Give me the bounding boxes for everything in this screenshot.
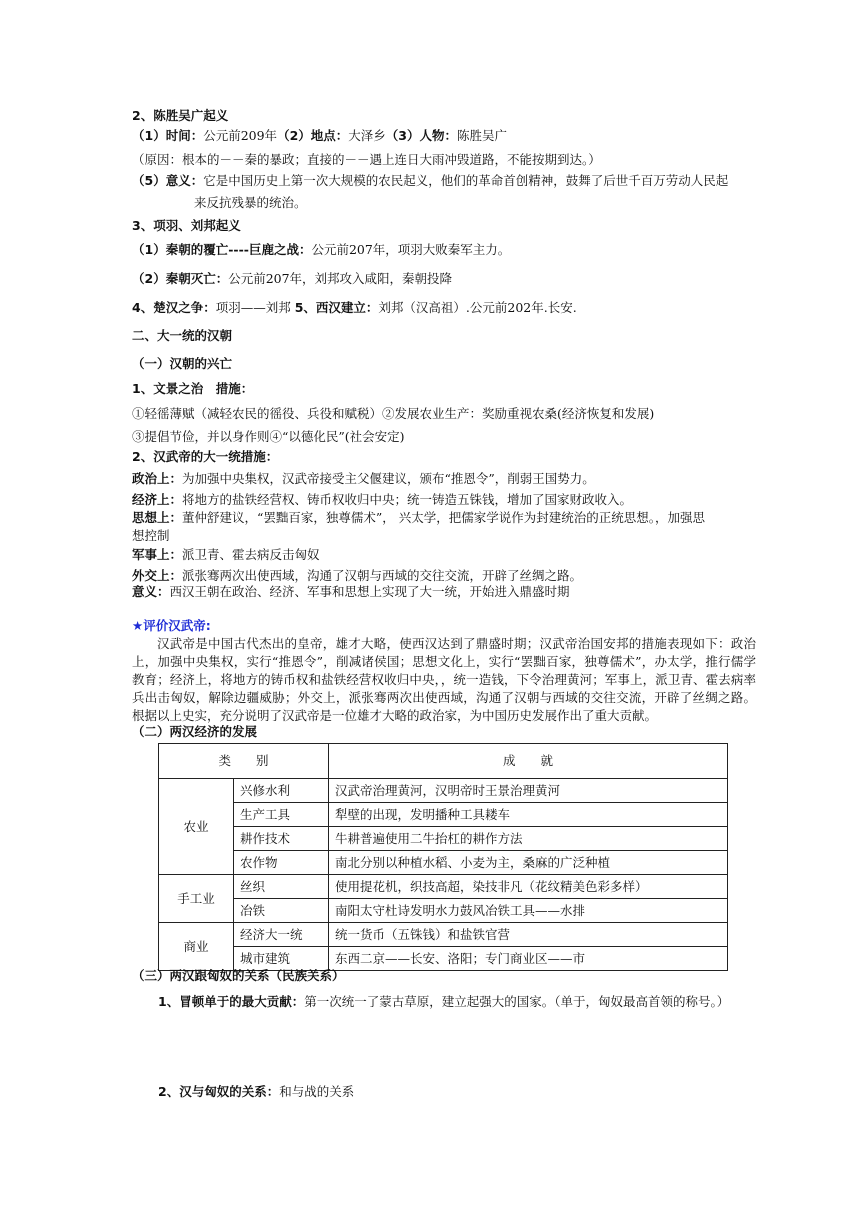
table-row [159, 827, 728, 851]
item-cell: 农作物 [234, 851, 329, 875]
economy-label: 经济上： [132, 492, 183, 507]
table-row [159, 875, 728, 899]
thought-text: 董仲舒建议，“罢黜百家，独尊儒术”， 兴太学，把儒家学说作为封建统治的正统思想。，加强思 [182, 510, 706, 525]
wen-jing-line-1: ①轻徭薄赋（减轻农民的徭役、兵役和赋税）②发展农业生产：奖励重视农桑(经济恢复和发展) [132, 406, 655, 421]
economy-text: 将地方的盐铁经营权、铸币权收归中央；统一铸造五铢钱，增加了国家财政收入。 [182, 492, 633, 507]
table-header-row [159, 744, 728, 779]
qin-fall-line [132, 270, 452, 288]
time-value: 公元前209年 [203, 128, 278, 143]
achievement-cell: 使用提花机，织技高超，染技非凡（花纹精美色彩多样） [329, 875, 728, 899]
qin-fall-text: 公元前207年，刘邦攻入咸阳，秦朝投降 [228, 271, 453, 286]
category-header: 类 别 [159, 744, 329, 779]
significance-text: 它是中国历史上第一次大规模的农民起义，他们的革命首创精神，鼓舞了后世千百万劳动人民起 [203, 173, 729, 188]
diplomacy-text: 派张骞两次出使西域，沟通了汉朝与西域的交往交流，开辟了丝绸之路。 [182, 568, 583, 583]
item-cell: 生产工具 [234, 803, 329, 827]
achievement-cell: 犁壁的出现，发明播种工具耧车 [329, 803, 728, 827]
place-value: 大泽乡 [348, 128, 386, 143]
significance-line [132, 172, 728, 190]
category-commerce: 商业 [159, 923, 234, 971]
diplomacy-label: 外交上： [132, 568, 183, 583]
maodun-label: 1、冒顿单于的最大贡献： [158, 994, 305, 1009]
table-row [159, 779, 728, 803]
politics-label: 政治上： [132, 471, 183, 486]
heading-wen-jing: 1、文景之治 措施： [132, 381, 254, 396]
table-row [159, 923, 728, 947]
item-cell: 兴修水利 [234, 779, 329, 803]
military-text: 派卫青、霍去病反击匈奴 [182, 547, 320, 562]
item-cell: 冶铁 [234, 899, 329, 923]
chu-han-text: 项羽——刘邦 [215, 300, 295, 315]
achievement-cell: 统一货币（五铢钱）和盐铁官营 [329, 923, 728, 947]
military-label: 军事上： [132, 547, 183, 562]
achievement-cell: 东西二京——长安、洛阳；专门商业区——市 [329, 947, 728, 971]
significance-continuation: 来反抗残暴的统治。 [194, 195, 307, 210]
heading-xiang-liu: 3、项羽、刘邦起义 [132, 218, 241, 233]
meaning-line [132, 583, 570, 601]
heading-evaluate-han-wudi: ★评价汉武帝: [132, 618, 211, 633]
maodun-text: 第一次统一了蒙古草原，建立起强大的国家。（单于，匈奴最高首领的称号。） [304, 994, 730, 1009]
category-agriculture: 农业 [159, 779, 234, 875]
people-label: （3）人物： [385, 128, 457, 143]
heading-han-wudi: 2、汉武帝的大一统措施： [132, 449, 279, 464]
table-row [159, 851, 728, 875]
achievement-header: 成 就 [329, 744, 728, 779]
heading-economy: （二）两汉经济的发展 [132, 724, 258, 739]
han-xiongnu-text: 和与战的关系 [279, 1084, 355, 1099]
heading-han-rise-fall: （一）汉朝的兴亡 [132, 356, 233, 371]
significance-label: （5）意义： [132, 173, 204, 188]
han-xiongnu-line [158, 1083, 354, 1101]
western-han-label: 5、西汉建立： [294, 300, 379, 315]
people-value: 陈胜吴广 [456, 128, 507, 143]
military-line [132, 546, 320, 564]
economy-line [132, 491, 632, 509]
item-cell: 耕作技术 [234, 827, 329, 851]
julu-battle-line [132, 241, 510, 259]
table-row [159, 899, 728, 923]
thought-line [132, 509, 705, 527]
achievement-cell: 牛耕普遍使用二牛抬杠的耕作方法 [329, 827, 728, 851]
politics-text: 为加强中央集权，汉武帝接受主父偃建议，颁布“推恩令”，削弱王国势力。 [182, 471, 595, 486]
table-row [159, 803, 728, 827]
economy-table [158, 743, 728, 971]
achievement-cell: 南北分别以种植水稻、小麦为主，桑麻的广泛种植 [329, 851, 728, 875]
category-handicraft: 手工业 [159, 875, 234, 923]
han-xiongnu-label: 2、汉与匈奴的关系： [158, 1084, 280, 1099]
cause-line: （原因：根本的－－秦的暴政；直接的－－遇上连日大雨冲毁道路，不能按期到达。） [132, 152, 601, 167]
meaning-text: 西汉王朝在政治、经济、军事和思想上实现了大一统，开始进入鼎盛时期 [169, 584, 570, 599]
julu-text: 公元前207年，项羽大败秦军主力。 [311, 242, 511, 257]
qin-fall-label: （2）秦朝灭亡： [132, 271, 229, 286]
thought-label: 思想上： [132, 510, 183, 525]
western-han-text: 刘邦（汉高祖）.公元前202年.长安. [378, 300, 577, 315]
achievement-cell: 汉武帝治理黄河，汉明帝时王景治理黄河 [329, 779, 728, 803]
evaluation-paragraph: 汉武帝是中国古代杰出的皇帝，雄才大略，使西汉达到了鼎盛时期；汉武帝治国安邦的措施表现如下：政治上，加强中央集权，实行“推恩令”，削减诸侯国；思想文化上，实行“罢黜百家，独尊儒术”，办太学，推行儒学教育；经济上，将地方的铸币权和盐铁经营权收归中央，，统一造钱，下令治理黄河；军事上，派卫青、霍去病率兵出击匈奴，解除边疆威胁；外交上，派张骞两次出使西域，沟通了汉朝与西域的交往交流，开辟了丝绸之路。根据以上史实，充分说明了汉武帝是一位雄才大略的政治家，为中国历史发展作出了重大贡献。 [132, 636, 756, 723]
item-cell: 丝织 [234, 875, 329, 899]
wen-jing-line-2: ③提倡节俭，并以身作则④“以德化民”(社会安定) [132, 429, 405, 444]
thought-continuation: 想控制 [132, 528, 170, 543]
julu-label: （1）秦朝的覆亡----巨鹿之战： [132, 242, 312, 257]
item-cell: 经济大一统 [234, 923, 329, 947]
meaning-label: 意义： [132, 584, 170, 599]
politics-line [132, 470, 595, 488]
achievement-cell: 南阳太守杜诗发明水力鼓风冶铁工具——水排 [329, 899, 728, 923]
chu-han-line [132, 299, 577, 317]
maodun-line [158, 993, 729, 1011]
time-label: （1）时间： [132, 128, 204, 143]
uprising-facts-line [132, 127, 507, 145]
heading-xiongnu-relations: （三）两汉跟匈奴的关系（民族关系） [132, 968, 345, 983]
place-label: （2）地点： [277, 128, 349, 143]
heading-han-dynasty: 二、大一统的汉朝 [132, 328, 233, 343]
heading-chen-sheng-wu-guang: 2、陈胜吴广起义 [132, 108, 229, 123]
chu-han-label: 4、楚汉之争： [132, 300, 216, 315]
item-cell: 城市建筑 [234, 947, 329, 971]
